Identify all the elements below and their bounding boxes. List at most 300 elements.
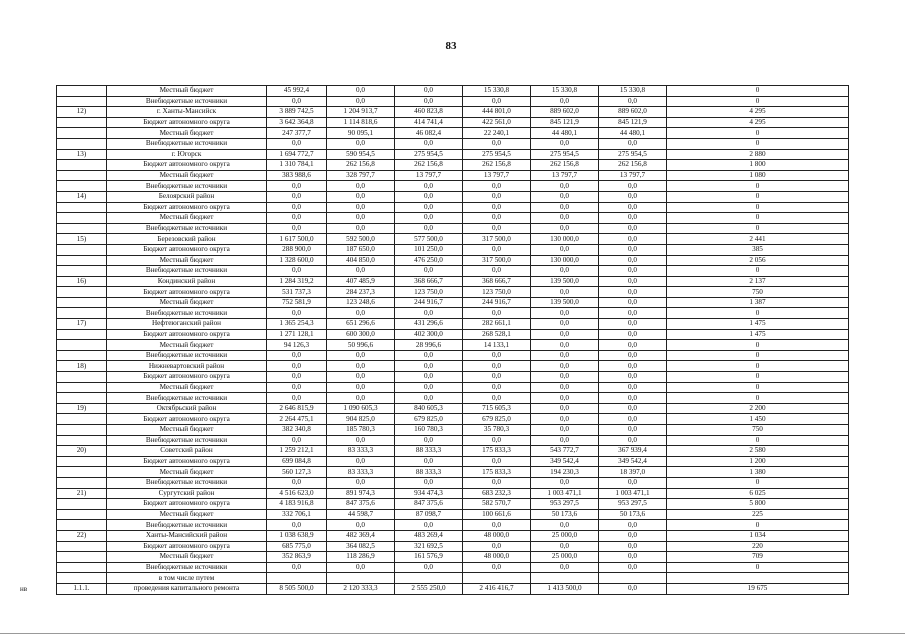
row-name-cell: Бюджет автономного округа bbox=[107, 329, 267, 340]
value-cell: 752 581,9 bbox=[267, 297, 327, 308]
value-cell: 0,0 bbox=[463, 435, 531, 446]
row-name-cell: Внебюджетные источники bbox=[107, 138, 267, 149]
value-cell: 88 333,3 bbox=[395, 446, 463, 457]
value-cell: 0,0 bbox=[267, 266, 327, 277]
value-cell: 0,0 bbox=[327, 372, 395, 383]
value-cell: 0,0 bbox=[599, 530, 667, 541]
value-cell: 0,0 bbox=[463, 382, 531, 393]
value-cell: 0,0 bbox=[531, 202, 599, 213]
value-cell: 275 954,5 bbox=[531, 149, 599, 160]
row-number-cell bbox=[57, 573, 107, 584]
value-cell: 1 259 212,1 bbox=[267, 446, 327, 457]
row-name-cell: Кондинский район bbox=[107, 276, 267, 287]
value-cell: 0 bbox=[667, 266, 849, 277]
value-cell bbox=[395, 573, 463, 584]
value-cell bbox=[267, 573, 327, 584]
value-cell: 0,0 bbox=[327, 435, 395, 446]
table-row bbox=[57, 467, 849, 478]
table-row bbox=[57, 149, 849, 160]
table-row bbox=[57, 287, 849, 298]
value-cell: 2 120 333,3 bbox=[327, 583, 395, 594]
value-cell: 531 737,3 bbox=[267, 287, 327, 298]
table-row bbox=[57, 382, 849, 393]
value-cell: 4 295 bbox=[667, 107, 849, 118]
value-cell: 90 095,1 bbox=[327, 128, 395, 139]
value-cell: 18 397,0 bbox=[599, 467, 667, 478]
value-cell: 0,0 bbox=[599, 244, 667, 255]
value-cell: 0,0 bbox=[599, 234, 667, 245]
value-cell: 0,0 bbox=[531, 319, 599, 330]
value-cell: 0 bbox=[667, 435, 849, 446]
row-number-cell bbox=[57, 96, 107, 107]
value-cell: 679 825,0 bbox=[463, 414, 531, 425]
value-cell: 118 286,9 bbox=[327, 552, 395, 563]
value-cell: 50 173,6 bbox=[599, 509, 667, 520]
value-cell: 247 377,7 bbox=[267, 128, 327, 139]
value-cell: 0 bbox=[667, 128, 849, 139]
value-cell: 0,0 bbox=[267, 96, 327, 107]
value-cell: 3 642 364,8 bbox=[267, 117, 327, 128]
value-cell: 0,0 bbox=[395, 372, 463, 383]
value-cell: 13 797,7 bbox=[463, 170, 531, 181]
value-cell: 0 bbox=[667, 191, 849, 202]
value-cell: 0,0 bbox=[599, 319, 667, 330]
value-cell: 2 416 416,7 bbox=[463, 583, 531, 594]
value-cell: 139 500,0 bbox=[531, 276, 599, 287]
value-cell: 244 916,7 bbox=[463, 297, 531, 308]
value-cell: 0,0 bbox=[395, 477, 463, 488]
value-cell: 1 694 772,7 bbox=[267, 149, 327, 160]
value-cell: 934 474,3 bbox=[395, 488, 463, 499]
row-number-cell bbox=[57, 456, 107, 467]
value-cell: 0,0 bbox=[267, 372, 327, 383]
row-name-cell: Местный бюджет bbox=[107, 170, 267, 181]
value-cell: 0,0 bbox=[463, 266, 531, 277]
table-row bbox=[57, 138, 849, 149]
row-name-cell: Нефтеюганский район bbox=[107, 319, 267, 330]
value-cell: 0,0 bbox=[599, 477, 667, 488]
value-cell: 317 500,0 bbox=[463, 234, 531, 245]
row-name-cell: Внебюджетные источники bbox=[107, 393, 267, 404]
row-number-cell bbox=[57, 329, 107, 340]
value-cell: 332 706,1 bbox=[267, 509, 327, 520]
value-cell: 0,0 bbox=[327, 520, 395, 531]
row-name-cell: Внебюджетные источники bbox=[107, 520, 267, 531]
value-cell: 130 000,0 bbox=[531, 255, 599, 266]
value-cell: 349 542,4 bbox=[531, 456, 599, 467]
value-cell: 220 bbox=[667, 541, 849, 552]
value-cell: 5 800 bbox=[667, 499, 849, 510]
row-name-cell: Местный бюджет bbox=[107, 425, 267, 436]
value-cell: 845 121,9 bbox=[531, 117, 599, 128]
value-cell: 0,0 bbox=[599, 361, 667, 372]
value-cell: 953 297,5 bbox=[531, 499, 599, 510]
table-row bbox=[57, 181, 849, 192]
value-cell: 1 003 471,1 bbox=[599, 488, 667, 499]
value-cell: 385 bbox=[667, 244, 849, 255]
table-row bbox=[57, 297, 849, 308]
value-cell: 840 605,3 bbox=[395, 403, 463, 414]
value-cell: 0,0 bbox=[463, 244, 531, 255]
value-cell: 592 500,0 bbox=[327, 234, 395, 245]
value-cell: 0,0 bbox=[531, 382, 599, 393]
row-number-cell bbox=[57, 477, 107, 488]
value-cell: 349 542,4 bbox=[599, 456, 667, 467]
value-cell: 4 183 916,8 bbox=[267, 499, 327, 510]
row-number-cell: 13) bbox=[57, 149, 107, 160]
value-cell: 364 082,5 bbox=[327, 541, 395, 552]
page-number: 83 bbox=[445, 40, 457, 52]
value-cell: 1 034 bbox=[667, 530, 849, 541]
row-number-cell bbox=[57, 223, 107, 234]
value-cell: 0,0 bbox=[327, 266, 395, 277]
value-cell: 284 237,3 bbox=[327, 287, 395, 298]
value-cell: 0,0 bbox=[395, 382, 463, 393]
value-cell: 187 650,0 bbox=[327, 244, 395, 255]
value-cell: 0,0 bbox=[327, 308, 395, 319]
value-cell: 0,0 bbox=[395, 350, 463, 361]
value-cell: 476 250,0 bbox=[395, 255, 463, 266]
table-row bbox=[57, 213, 849, 224]
value-cell: 600 300,0 bbox=[327, 329, 395, 340]
value-cell: 14 133,1 bbox=[463, 340, 531, 351]
value-cell: 0,0 bbox=[327, 477, 395, 488]
value-cell: 0,0 bbox=[267, 308, 327, 319]
value-cell: 0 bbox=[667, 520, 849, 531]
value-cell: 0,0 bbox=[599, 191, 667, 202]
value-cell: 404 850,0 bbox=[327, 255, 395, 266]
value-cell: 0,0 bbox=[463, 191, 531, 202]
value-cell: 139 500,0 bbox=[531, 297, 599, 308]
value-cell: 13 797,7 bbox=[395, 170, 463, 181]
value-cell: 0 bbox=[667, 393, 849, 404]
row-number-cell bbox=[57, 160, 107, 171]
value-cell: 0,0 bbox=[531, 477, 599, 488]
value-cell: 0,0 bbox=[599, 287, 667, 298]
value-cell: 482 369,4 bbox=[327, 530, 395, 541]
value-cell: 0,0 bbox=[531, 414, 599, 425]
value-cell: 1 200 bbox=[667, 456, 849, 467]
row-number-cell bbox=[57, 297, 107, 308]
value-cell: 847 375,6 bbox=[395, 499, 463, 510]
budget-table-body bbox=[57, 86, 849, 595]
value-cell: 590 954,5 bbox=[327, 149, 395, 160]
value-cell: 0,0 bbox=[267, 477, 327, 488]
value-cell: 185 780,3 bbox=[327, 425, 395, 436]
value-cell: 407 485,9 bbox=[327, 276, 395, 287]
value-cell: 0,0 bbox=[267, 223, 327, 234]
value-cell: 101 250,0 bbox=[395, 244, 463, 255]
row-number-cell: 12) bbox=[57, 107, 107, 118]
value-cell: 577 500,0 bbox=[395, 234, 463, 245]
value-cell: 0 bbox=[667, 202, 849, 213]
value-cell: 0,0 bbox=[327, 202, 395, 213]
table-row bbox=[57, 435, 849, 446]
row-name-cell: Бюджет автономного округа bbox=[107, 202, 267, 213]
value-cell: 1 380 bbox=[667, 467, 849, 478]
value-cell: 0,0 bbox=[531, 266, 599, 277]
value-cell: 383 988,6 bbox=[267, 170, 327, 181]
row-number-cell bbox=[57, 340, 107, 351]
table-row bbox=[57, 446, 849, 457]
value-cell: 44 480,1 bbox=[599, 128, 667, 139]
row-number-cell bbox=[57, 86, 107, 97]
value-cell: 0,0 bbox=[463, 96, 531, 107]
value-cell: 50 996,6 bbox=[327, 340, 395, 351]
table-row bbox=[57, 117, 849, 128]
value-cell: 1 038 638,9 bbox=[267, 530, 327, 541]
value-cell: 953 297,5 bbox=[599, 499, 667, 510]
value-cell: 0,0 bbox=[599, 340, 667, 351]
value-cell: 288 900,0 bbox=[267, 244, 327, 255]
value-cell: 0,0 bbox=[599, 213, 667, 224]
value-cell: 83 333,3 bbox=[327, 446, 395, 457]
value-cell: 0 bbox=[667, 213, 849, 224]
row-number-cell bbox=[57, 128, 107, 139]
value-cell: 13 797,7 bbox=[531, 170, 599, 181]
row-number-cell bbox=[57, 414, 107, 425]
row-name-cell: Березовский район bbox=[107, 234, 267, 245]
value-cell: 0,0 bbox=[599, 520, 667, 531]
value-cell: 0,0 bbox=[599, 329, 667, 340]
value-cell: 0,0 bbox=[531, 520, 599, 531]
value-cell: 0,0 bbox=[599, 382, 667, 393]
value-cell: 0 bbox=[667, 562, 849, 573]
row-name-cell: Внебюджетные источники bbox=[107, 266, 267, 277]
value-cell: 0,0 bbox=[531, 308, 599, 319]
value-cell: 709 bbox=[667, 552, 849, 563]
table-row bbox=[57, 562, 849, 573]
value-cell: 0,0 bbox=[599, 552, 667, 563]
value-cell: 4 516 623,0 bbox=[267, 488, 327, 499]
row-number-cell: 20) bbox=[57, 446, 107, 457]
value-cell: 0,0 bbox=[267, 361, 327, 372]
value-cell: 0,0 bbox=[395, 213, 463, 224]
value-cell: 175 833,3 bbox=[463, 446, 531, 457]
value-cell: 402 300,0 bbox=[395, 329, 463, 340]
table-row bbox=[57, 255, 849, 266]
value-cell: 0,0 bbox=[531, 96, 599, 107]
value-cell: 282 661,1 bbox=[463, 319, 531, 330]
row-number-cell bbox=[57, 170, 107, 181]
value-cell: 194 230,3 bbox=[531, 467, 599, 478]
value-cell: 0,0 bbox=[327, 86, 395, 97]
value-cell: 0,0 bbox=[531, 562, 599, 573]
row-number-cell: 22) bbox=[57, 530, 107, 541]
row-name-cell: Местный бюджет bbox=[107, 255, 267, 266]
value-cell: 25 000,0 bbox=[531, 530, 599, 541]
value-cell: 0,0 bbox=[327, 382, 395, 393]
value-cell: 0,0 bbox=[267, 520, 327, 531]
value-cell: 0,0 bbox=[531, 287, 599, 298]
value-cell: 0,0 bbox=[267, 191, 327, 202]
row-name-cell: проведения капитального ремонта bbox=[107, 583, 267, 594]
row-number-cell bbox=[57, 562, 107, 573]
value-cell: 683 232,3 bbox=[463, 488, 531, 499]
value-cell: 50 173,6 bbox=[531, 509, 599, 520]
value-cell: 3 889 742,5 bbox=[267, 107, 327, 118]
value-cell: 4 295 bbox=[667, 117, 849, 128]
row-name-cell: Бюджет автономного округа bbox=[107, 117, 267, 128]
value-cell: 44 598,7 bbox=[327, 509, 395, 520]
value-cell: 0,0 bbox=[531, 213, 599, 224]
value-cell: 0,0 bbox=[327, 393, 395, 404]
value-cell: 0,0 bbox=[531, 181, 599, 192]
row-number-cell bbox=[57, 425, 107, 436]
value-cell bbox=[327, 573, 395, 584]
table-row bbox=[57, 477, 849, 488]
value-cell: 0,0 bbox=[395, 393, 463, 404]
value-cell: 123 248,6 bbox=[327, 297, 395, 308]
value-cell: 2 200 bbox=[667, 403, 849, 414]
value-cell: 0,0 bbox=[395, 96, 463, 107]
value-cell: 0,0 bbox=[395, 308, 463, 319]
value-cell: 0 bbox=[667, 382, 849, 393]
value-cell: 431 296,6 bbox=[395, 319, 463, 330]
value-cell: 100 661,6 bbox=[463, 509, 531, 520]
value-cell: 0,0 bbox=[531, 393, 599, 404]
value-cell: 0 bbox=[667, 340, 849, 351]
value-cell: 8 505 500,0 bbox=[267, 583, 327, 594]
row-name-cell: Советский район bbox=[107, 446, 267, 457]
table-row bbox=[57, 403, 849, 414]
table-row bbox=[57, 96, 849, 107]
value-cell: 0 bbox=[667, 350, 849, 361]
value-cell: 582 570,7 bbox=[463, 499, 531, 510]
value-cell: 0,0 bbox=[599, 96, 667, 107]
row-number-cell bbox=[57, 350, 107, 361]
value-cell: 0,0 bbox=[463, 181, 531, 192]
row-name-cell: Бюджет автономного округа bbox=[107, 499, 267, 510]
table-row bbox=[57, 541, 849, 552]
value-cell: 0,0 bbox=[327, 138, 395, 149]
value-cell: 750 bbox=[667, 287, 849, 298]
value-cell: 0,0 bbox=[531, 244, 599, 255]
value-cell: 0,0 bbox=[267, 202, 327, 213]
table-row bbox=[57, 234, 849, 245]
value-cell: 0,0 bbox=[531, 138, 599, 149]
table-row bbox=[57, 488, 849, 499]
value-cell: 0,0 bbox=[267, 382, 327, 393]
value-cell: 0,0 bbox=[395, 435, 463, 446]
row-name-cell: Бюджет автономного округа bbox=[107, 372, 267, 383]
value-cell: 160 780,3 bbox=[395, 425, 463, 436]
value-cell: 15 330,8 bbox=[531, 86, 599, 97]
row-name-cell: Местный бюджет bbox=[107, 297, 267, 308]
row-name-cell: Бюджет автономного округа bbox=[107, 244, 267, 255]
value-cell: 0,0 bbox=[327, 96, 395, 107]
value-cell: 679 825,0 bbox=[395, 414, 463, 425]
value-cell: 130 000,0 bbox=[531, 234, 599, 245]
row-number-cell: 19) bbox=[57, 403, 107, 414]
value-cell bbox=[463, 573, 531, 584]
value-cell: 0,0 bbox=[327, 181, 395, 192]
table-row bbox=[57, 509, 849, 520]
value-cell: 0,0 bbox=[267, 181, 327, 192]
row-number-cell bbox=[57, 499, 107, 510]
value-cell: 0,0 bbox=[599, 583, 667, 594]
row-name-cell: Ханты-Мансийский район bbox=[107, 530, 267, 541]
value-cell: 0,0 bbox=[463, 562, 531, 573]
value-cell: 0,0 bbox=[327, 562, 395, 573]
row-number-cell bbox=[57, 266, 107, 277]
value-cell: 0,0 bbox=[463, 308, 531, 319]
row-number-cell bbox=[57, 117, 107, 128]
value-cell: 0,0 bbox=[599, 181, 667, 192]
value-cell: 891 974,3 bbox=[327, 488, 395, 499]
row-name-cell: Бюджет автономного округа bbox=[107, 541, 267, 552]
value-cell: 0,0 bbox=[327, 191, 395, 202]
row-name-cell: Местный бюджет bbox=[107, 340, 267, 351]
value-cell: 0,0 bbox=[599, 372, 667, 383]
value-cell: 0,0 bbox=[531, 329, 599, 340]
value-cell: 414 741,4 bbox=[395, 117, 463, 128]
table-row bbox=[57, 128, 849, 139]
value-cell: 0,0 bbox=[395, 266, 463, 277]
row-number-cell bbox=[57, 541, 107, 552]
value-cell: 0 bbox=[667, 308, 849, 319]
value-cell: 0,0 bbox=[395, 202, 463, 213]
value-cell: 1 114 818,6 bbox=[327, 117, 395, 128]
table-row bbox=[57, 340, 849, 351]
value-cell: 0 bbox=[667, 477, 849, 488]
value-cell: 0,0 bbox=[531, 223, 599, 234]
value-cell: 0,0 bbox=[599, 562, 667, 573]
value-cell: 0,0 bbox=[599, 138, 667, 149]
row-name-cell: Внебюджетные источники bbox=[107, 350, 267, 361]
row-number-cell: 21) bbox=[57, 488, 107, 499]
row-name-cell: Внебюджетные источники bbox=[107, 223, 267, 234]
table-row bbox=[57, 329, 849, 340]
row-number-cell bbox=[57, 520, 107, 531]
row-number-cell bbox=[57, 255, 107, 266]
value-cell: 317 500,0 bbox=[463, 255, 531, 266]
value-cell: 15 330,8 bbox=[599, 86, 667, 97]
value-cell: 0,0 bbox=[463, 361, 531, 372]
value-cell: 0,0 bbox=[267, 562, 327, 573]
row-number-cell bbox=[57, 138, 107, 149]
row-name-cell: Внебюджетные источники bbox=[107, 181, 267, 192]
table-row bbox=[57, 223, 849, 234]
value-cell: 904 825,0 bbox=[327, 414, 395, 425]
value-cell: 0,0 bbox=[599, 403, 667, 414]
table-row bbox=[57, 425, 849, 436]
table-row bbox=[57, 520, 849, 531]
row-number-cell bbox=[57, 509, 107, 520]
value-cell: 0,0 bbox=[395, 181, 463, 192]
budget-table bbox=[56, 85, 849, 595]
value-cell: 0,0 bbox=[463, 372, 531, 383]
value-cell: 88 333,3 bbox=[395, 467, 463, 478]
value-cell: 543 772,7 bbox=[531, 446, 599, 457]
value-cell: 328 797,7 bbox=[327, 170, 395, 181]
table-row bbox=[57, 530, 849, 541]
table-row bbox=[57, 191, 849, 202]
row-name-cell: Нижневартовский район bbox=[107, 361, 267, 372]
value-cell: 1 450 bbox=[667, 414, 849, 425]
row-name-cell: в том числе путем bbox=[107, 573, 267, 584]
value-cell: 2 580 bbox=[667, 446, 849, 457]
table-row bbox=[57, 499, 849, 510]
row-name-cell: Внебюджетные источники bbox=[107, 562, 267, 573]
value-cell: 0,0 bbox=[599, 393, 667, 404]
row-name-cell: Бюджет автономного округа bbox=[107, 414, 267, 425]
value-cell: 847 375,6 bbox=[327, 499, 395, 510]
value-cell: 175 833,3 bbox=[463, 467, 531, 478]
value-cell: 1 475 bbox=[667, 329, 849, 340]
row-name-cell: Местный бюджет bbox=[107, 382, 267, 393]
row-name-cell: Местный бюджет bbox=[107, 509, 267, 520]
